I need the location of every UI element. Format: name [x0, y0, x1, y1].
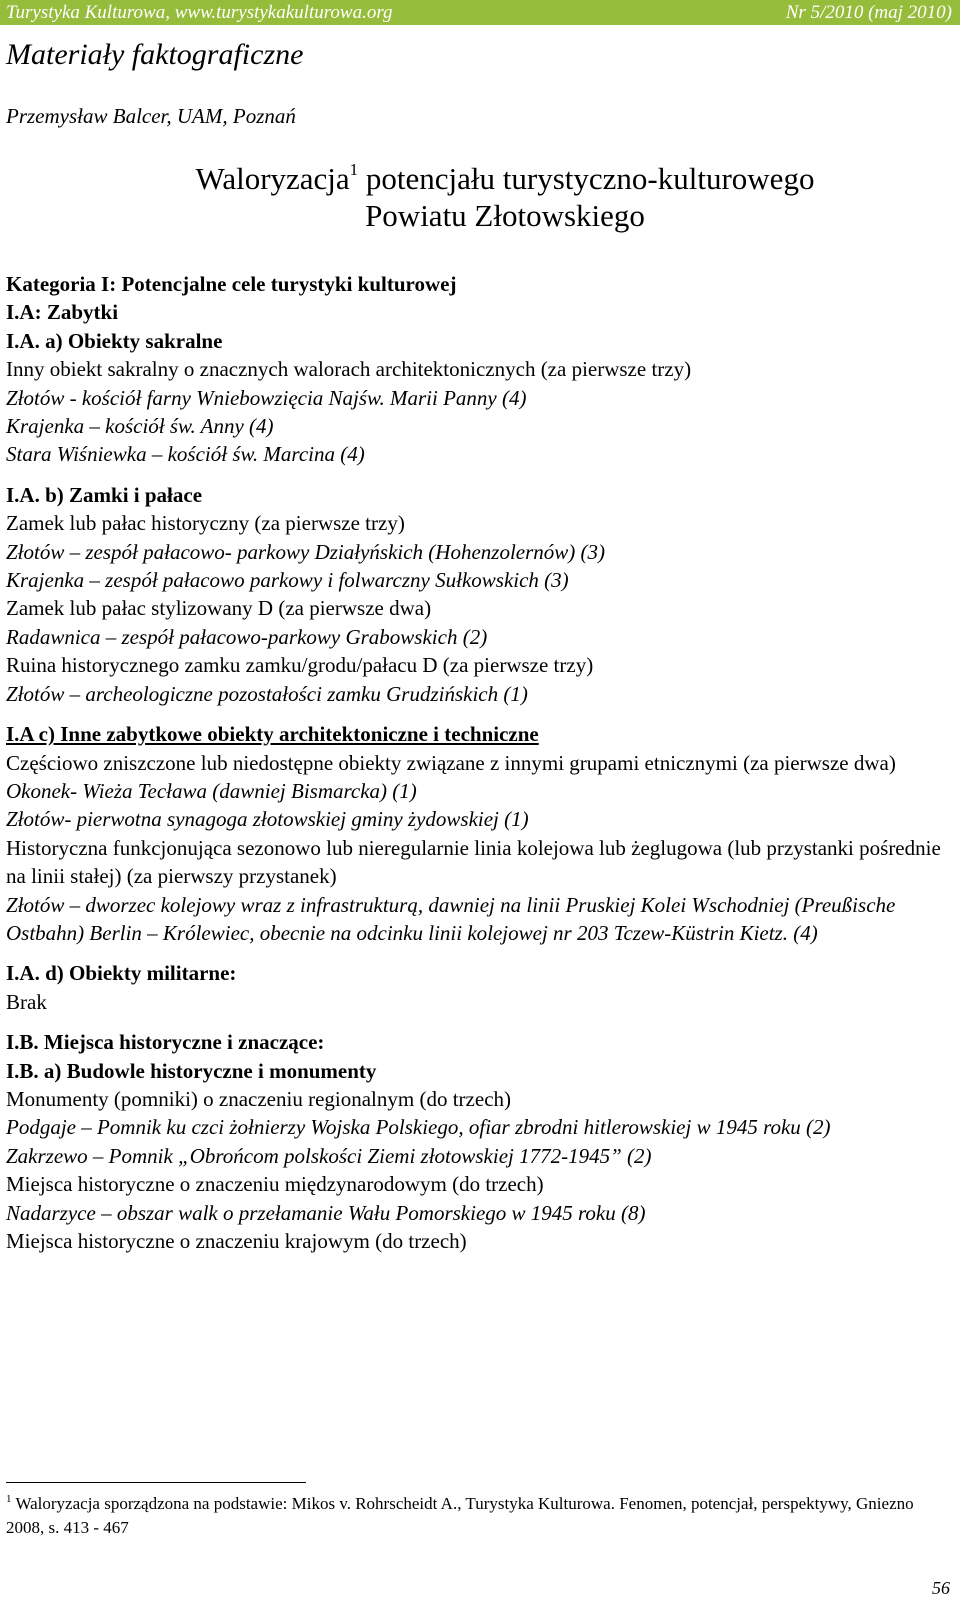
- article-body: [6, 270, 951, 1255]
- issue-number: Nr 5/2010 (maj 2010): [785, 2, 952, 23]
- list-item: Podgaje – Pomnik ku czci żołnierzy Wojska Polskiego, ofiar zbrodni hitlerowskiej w 1945 roku (2): [6, 1115, 831, 1140]
- list-item: Nadarzyce – obszar walk o przełamanie Wału Pomorskiego w 1945 roku (8): [6, 1200, 646, 1225]
- author-line: Przemysław Balcer, UAM, Poznań: [6, 104, 296, 128]
- title-text-b: potencjału turystyczno-kulturowego: [358, 161, 815, 196]
- list-item: Radawnica – zespół pałacowo-parkowy Grabowskich (2): [6, 624, 488, 649]
- criterion-text: Miejsca historyczne o znaczeniu międzynarodowym (do trzech): [6, 1172, 544, 1197]
- criterion-text: Częściowo zniszczone lub niedostępne obiekty związane z innymi grupami etnicznymi (za pierwsze dwa): [6, 750, 896, 775]
- title-line-1: [50, 160, 960, 197]
- section-title: Materiały faktograficzne: [6, 38, 304, 71]
- criterion-text: Zamek lub pałac stylizowany D (za pierwsze dwa): [6, 596, 432, 621]
- criterion-text: Miejsca historyczne o znaczeniu krajowym (do trzech): [6, 1229, 467, 1253]
- subsection-heading-ib-a: I.B. a) Budowle historyczne i monumenty: [6, 1058, 377, 1083]
- list-item: Krajenka – kościół św. Anny (4): [6, 414, 274, 439]
- list-item: Złotów- pierwotna synagoga złotowskiej gminy żydowskiej (1): [6, 807, 529, 832]
- page-number: 56: [932, 1578, 950, 1598]
- list-item: Złotów – archeologiczne pozostałości zamku Grudzińskich (1): [6, 681, 528, 706]
- criterion-text: Zamek lub pałac historyczny (za pierwsze trzy): [6, 511, 405, 536]
- footnote: [6, 1492, 951, 1540]
- criterion-text: Historyczna funkcjonująca sezonowo lub nieregularnie linia kolejowa lub żeglugowa (lub przystanki pośrednie na linii stałej) (za pierwszy przystanek): [6, 835, 941, 889]
- document-title: [0, 160, 960, 234]
- title-line-2: Powiatu Złotowskiego: [365, 198, 645, 233]
- list-item: Złotów – zespół pałacowo- parkowy Działyńskich (Hohenzolernów) (3): [6, 539, 606, 564]
- list-item: Złotów - kościół farny Wniebowzięcia Najśw. Marii Panny (4): [6, 385, 527, 410]
- footnote-text: Waloryzacja sporządzona na podstawie: Mikos v. Rohrscheidt A., Turystyka Kulturowa. Fenomen, potencjał, perspektywy, Gniezno 2008, s. 413 - 467: [6, 1494, 914, 1537]
- title-text-a: Waloryzacja: [195, 161, 350, 196]
- criterion-text: Inny obiekt sakralny o znacznych walorach architektonicznych (za pierwsze trzy): [6, 357, 692, 382]
- journal-name: Turystyka Kulturowa, www.turystykakulturowa.org: [6, 2, 393, 23]
- subsection-heading-ia-d: I.A. d) Obiekty militarne:: [6, 961, 237, 986]
- criterion-text: Ruina historycznego zamku zamku/grodu/pałacu D (za pierwsze trzy): [6, 653, 594, 678]
- footnote-ref: 1: [349, 160, 359, 179]
- footnote-separator: [6, 1482, 306, 1483]
- list-item: Złotów – dworzec kolejowy wraz z infrastrukturą, dawniej na linii Pruskiej Kolei Wschodniej (Preußische Ostbahn) Berlin – Królewiec, obecnie na odcinku linii kolejowej nr 203 Tczew-Küstrin Kietz. (4): [6, 892, 896, 945]
- footnote-marker: 1: [6, 1493, 12, 1505]
- value-text: Brak: [6, 989, 47, 1014]
- subsection-heading-ia-b: I.A. b) Zamki i pałace: [6, 482, 203, 507]
- section-heading-ib: I.B. Miejsca historyczne i znaczące:: [6, 1030, 325, 1055]
- criterion-text: Monumenty (pomniki) o znaczeniu regionalnym (do trzech): [6, 1086, 512, 1111]
- subsection-heading-ia-c: I.A c) Inne zabytkowe obiekty architektoniczne i techniczne: [6, 722, 539, 747]
- list-item: Okonek- Wieża Tecława (dawniej Bismarcka) (1): [6, 778, 417, 803]
- journal-header-bar: [0, 0, 960, 25]
- category-heading: Kategoria I: Potencjalne cele turystyki kulturowej: [6, 272, 457, 296]
- section-heading-ia: I.A: Zabytki: [6, 300, 119, 325]
- subsection-heading-ia-a: I.A. a) Obiekty sakralne: [6, 328, 223, 353]
- list-item: Krajenka – zespół pałacowo parkowy i folwarczny Sułkowskich (3): [6, 568, 569, 593]
- list-item: Stara Wiśniewka – kościół św. Marcina (4): [6, 442, 365, 467]
- list-item: Zakrzewo – Pomnik „Obrońcom polskości Ziemi złotowskiej 1772-1945” (2): [6, 1143, 652, 1168]
